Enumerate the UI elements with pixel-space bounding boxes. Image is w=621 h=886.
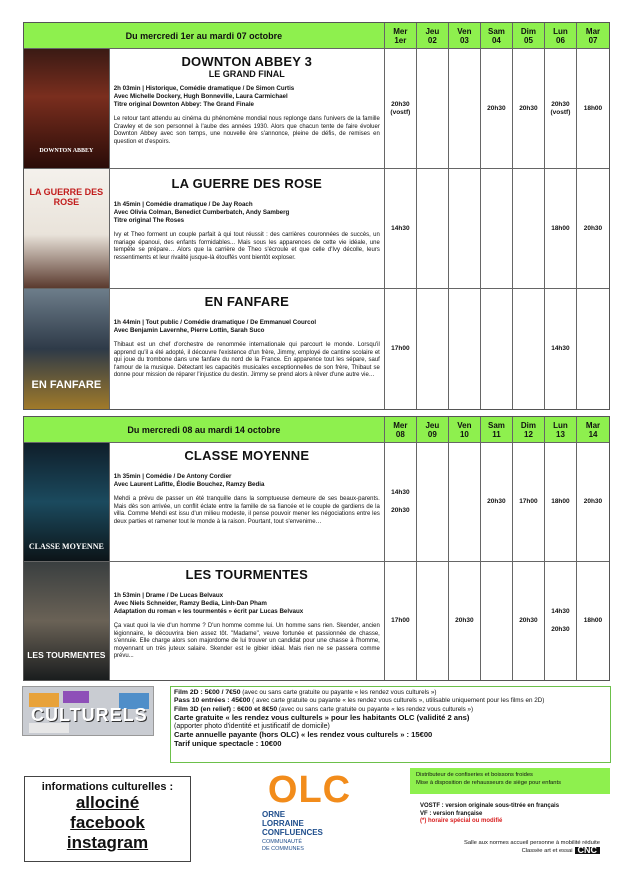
- film-synopsis: Ça vaut quoi la vie d'un homme ? D'un homme comme lui. Un homme sans rien. Skender, ancien légionnaire, le découvrira bien assez tôt. "Madame", veuve fortunée et passionnée de chasse, s'ennuie. Elle charge alors son majordome de lui trouver un candidat pour une chasse à l'homme, moyennant un très juteux salaire. Skender est le gibier idéal. Mais rien ne se passera comme prévu...: [113, 623, 380, 660]
- day-header: [481, 417, 513, 442]
- day-name: Mer: [393, 420, 408, 430]
- film-subtitle: LE GRAND FINAL: [208, 69, 285, 79]
- film-meta-line: 1h 35min | Comédie / De Antony Cordier: [113, 473, 232, 480]
- showtime: 18h00: [551, 498, 570, 505]
- day-name: Sam: [487, 420, 505, 430]
- showtime-cell: [577, 49, 609, 168]
- showtime-cell: [481, 562, 513, 680]
- day-header: [449, 417, 481, 442]
- showtime: 14h30: [391, 489, 410, 496]
- film-synopsis: Ivy et Theo forment un couple parfait à qui tout réussit : des carrières couronnées de succès, un mariage épanoui, des enfants formidables... Mais sous les apparences de cette vie idéale, une tempête se prépare… Alors que la carrière de Theo s'écroule et que celle d'Ivy décolle, leurs ressentiments et leur rivalité jusque-là étouffés vont bientôt exploser.: [113, 232, 380, 261]
- showtime-cell: [385, 289, 417, 409]
- day-name: Lun: [553, 26, 568, 36]
- day-number: 07: [588, 35, 598, 45]
- olc-name-line: LORRAINE: [262, 819, 304, 828]
- showtime-cell: [481, 443, 513, 561]
- poster-title: CLASSE MOYENNE: [28, 542, 104, 551]
- logo-text: CULTURELS: [31, 705, 148, 725]
- showtime-cell: [385, 169, 417, 288]
- day-name: Ven: [457, 26, 472, 36]
- film-row: [24, 49, 609, 169]
- film-meta-line: Avec Michelle Dockery, Hugh Bonneville, Laura Carmichael: [113, 93, 288, 100]
- tarif-bold: Pass 10 entrées : 45€00: [174, 697, 251, 705]
- showtime: 20h30: [487, 498, 506, 505]
- accessibility-note: Salle aux normes accueil personne à mobilité réduite: [464, 840, 600, 846]
- tarif-bold: Tarif unique spectacle : 10€00: [174, 739, 282, 749]
- day-name: Mar: [585, 26, 601, 36]
- confiseries-line: Distributeur de confiseries et boissons froides: [416, 772, 533, 778]
- day-header: [513, 23, 545, 48]
- showtime-cell: [545, 289, 577, 409]
- tarif-line: [174, 740, 607, 749]
- day-header: [513, 417, 545, 442]
- day-number: 10: [459, 429, 469, 439]
- poster-title: LES TOURMENTES: [27, 650, 106, 660]
- showtime-cell: [449, 289, 481, 409]
- film-row: [24, 169, 609, 289]
- allocine-link[interactable]: allociné: [75, 793, 140, 812]
- day-name: Mer: [393, 26, 408, 36]
- showtime: 20h30: [583, 224, 603, 232]
- day-header: [417, 417, 449, 442]
- showtime-cell: [417, 169, 449, 288]
- film-info: [110, 562, 385, 680]
- film-synopsis: Thibaut est un chef d'orchestre de renommée internationale qui parcourt le monde. Lorsqu'il apprend qu'il a été adopté, il découvre l'existence d'un frère, Jimmy, employé de cantine scolaire et qui joue du trombone dans une fanfare du nord de la France. En apparence tout les sépare, sauf l'amour de la musique. Détectant les capacités musicales exceptionnelles de son frère, Thibaut se donne pour mission de réparer l'injustice du destin. Jimmy se prend alors à rêver d'une autre vie…: [113, 342, 380, 379]
- facebook-link[interactable]: facebook: [70, 813, 145, 832]
- film-poster: [24, 562, 110, 680]
- film-title: LES TOURMENTES: [185, 567, 309, 582]
- poster-title: DOWNTON ABBEY: [39, 148, 94, 154]
- film-title: DOWNTON ABBEY 3: [181, 54, 313, 69]
- day-header: [385, 23, 417, 48]
- day-name: Sam: [487, 26, 505, 36]
- showtime: (vostf): [550, 108, 571, 116]
- tarif-note: (avec ou sans carte gratuite ou payante « les rendez vous culturels »): [277, 705, 474, 713]
- showtime: 20h30: [519, 617, 538, 624]
- showtime: 17h00: [391, 617, 410, 624]
- film-info: [110, 443, 385, 561]
- day-name: Dim: [520, 420, 537, 430]
- week-2-schedule: [23, 416, 610, 681]
- showtime: 14h30: [551, 345, 570, 352]
- tarif-note: (avec ou sans carte gratuite ou payante « les rendez vous culturels »): [240, 689, 437, 696]
- film-row: [24, 562, 609, 680]
- info-culturelles-title: informations culturelles :: [41, 781, 174, 793]
- showtime: 14h30: [551, 608, 570, 615]
- showtime-cell: [417, 289, 449, 409]
- showtime: 20h30: [391, 507, 410, 514]
- film-meta-line: Avec Olivia Colman, Benedict Cumberbatch, Andy Samberg: [113, 209, 290, 216]
- showtime-cell: [513, 169, 545, 288]
- film-poster: [24, 49, 110, 168]
- showtime-cell: [449, 169, 481, 288]
- showtime: (vostf): [390, 108, 411, 116]
- day-number: 04: [491, 35, 501, 45]
- showtime-cell: [417, 443, 449, 561]
- day-name: Jeu: [425, 420, 440, 430]
- film-synopsis: Le retour tant attendu au cinéma du phénomène mondial nous replonge dans l'univers de la famille Crawley et de son personnel à l'aube des années 1930. Alors que chacun tente de faire évoluer Downton Abbey avec son temps, une nouvelle ère s'annonce, pleine de défis, de remises en question et d'espoirs.: [113, 116, 380, 145]
- legend-vostf: VOSTF : version originale sous-titrée en français: [420, 803, 560, 809]
- film-poster: [24, 443, 110, 561]
- film-row: [24, 289, 609, 409]
- day-header: [385, 417, 417, 442]
- showtime: 18h00: [583, 617, 603, 624]
- day-number: 05: [524, 35, 533, 45]
- showtime: 14h30: [391, 224, 410, 232]
- legend-special: (*) horaire spécial ou modifié: [420, 818, 503, 824]
- film-meta-line: 1h 44min | Tout public / Comédie dramatique / De Emmanuel Courcol: [113, 319, 317, 326]
- showtime-cell: [513, 49, 545, 168]
- showtime-cell: [481, 169, 513, 288]
- film-title: EN FANFARE: [204, 294, 289, 309]
- day-number: 1er: [394, 35, 407, 45]
- showtime-cell: [481, 49, 513, 168]
- showtime-cell: [481, 289, 513, 409]
- footer: [400, 840, 600, 855]
- day-name: Jeu: [425, 26, 440, 36]
- film-poster: [24, 169, 110, 288]
- showtime: 20h30: [551, 100, 570, 108]
- week-range: Du mercredi 1er au mardi 07 octobre: [24, 23, 385, 48]
- week-header: [24, 23, 609, 49]
- legend: [420, 803, 608, 826]
- info-culturelles-box: [24, 776, 191, 862]
- tarif-bold: Carte gratuite « les rendez vous culturels » pour les habitants OLC (validité 2 ans): [174, 713, 470, 723]
- showtime: 17h00: [391, 345, 410, 352]
- olc-logo: [262, 770, 357, 860]
- showtime: 18h00: [551, 224, 570, 232]
- rendez-vous-culturels-logo: [22, 686, 154, 736]
- confiseries-line: Mise à disposition de rehausseurs de siège pour enfants: [416, 779, 562, 786]
- film-info: [110, 289, 385, 409]
- film-meta: [114, 319, 380, 335]
- week-range: Du mercredi 08 au mardi 14 octobre: [24, 417, 385, 442]
- film-meta-line: Adaptation du roman « les tourmentés » écrit par Lucas Belvaux: [113, 608, 304, 615]
- film-row: [24, 443, 609, 562]
- film-meta: [114, 85, 380, 109]
- confiseries-box: [410, 768, 610, 794]
- showtime-cell: [385, 443, 417, 561]
- showtime-cell: [545, 49, 577, 168]
- tarif-line: [174, 697, 607, 705]
- film-meta: [114, 592, 380, 616]
- showtime: 20h30: [519, 104, 538, 112]
- showtime: 20h30: [455, 617, 474, 624]
- day-header: [545, 23, 577, 48]
- tarif-bold: Film 3D (en relief) : 6€00 et 8€50: [174, 705, 278, 713]
- showtime-cell: [577, 169, 609, 288]
- tarif-note: (apporter photo d'identité et justificatif de domicile): [174, 722, 330, 730]
- poster-title: LA GUERRE DES ROSE: [29, 187, 104, 207]
- showtime-cell: [545, 562, 577, 680]
- showtime-cell: [449, 562, 481, 680]
- day-header: [481, 23, 513, 48]
- art-essai-label: Classée art et essai: [521, 848, 573, 855]
- film-meta-line: Titre original Downton Abbey: The Grand Finale: [113, 101, 254, 108]
- showtime: 18h00: [583, 104, 603, 112]
- day-number: 09: [427, 429, 437, 439]
- day-name: Ven: [457, 420, 472, 430]
- tarif-bold: Carte annuelle payante (hors OLC) « les rendez vous culturels » : 15€00: [174, 730, 433, 740]
- showtime: 17h00: [519, 498, 538, 505]
- day-number: 02: [427, 35, 437, 45]
- tarifs-section: [22, 686, 611, 763]
- showtime-cell: [545, 443, 577, 561]
- olc-name-line: CONFLUENCES: [262, 828, 323, 837]
- day-number: 11: [492, 429, 501, 439]
- tarif-line: [174, 714, 607, 722]
- legend-vf: VF : version française: [420, 810, 483, 817]
- film-meta-line: Avec Niels Schneider, Ramzy Bedia, Linh-Dan Pham: [113, 600, 267, 607]
- film-info: [110, 169, 385, 288]
- showtime-cell: [577, 562, 609, 680]
- day-number: 12: [524, 429, 533, 439]
- art-essai-line: [400, 847, 600, 855]
- olc-name-line: ORNE: [262, 810, 286, 819]
- film-meta-line: Avec Benjamin Lavernhe, Pierre Lottin, Sarah Suco: [113, 327, 265, 334]
- film-meta-line: Avec Laurent Lafitte, Élodie Bouchez, Ramzy Bedia: [113, 481, 265, 488]
- film-info: [110, 49, 385, 168]
- tarif-bold: Film 2D : 5€00 / 7€50: [174, 689, 241, 696]
- olc-acronym: OLC: [267, 769, 352, 811]
- showtime-cell: [417, 562, 449, 680]
- day-number: 06: [556, 35, 565, 45]
- day-number: 03: [459, 35, 469, 45]
- showtime-cell: [513, 289, 545, 409]
- film-synopsis: Mehdi a prévu de passer un été tranquille dans la somptueuse demeure de ses beaux-parents. Mais dès son arrivée, un conflit éclate entre la famille de sa fiancée et le couple de gardiens de la villa. Comme Mehdi est issu d'un milieu modeste, il pense pouvoir mener les négociations entre les deux parties et ramener tout le monde à la raison. Pourtant, tout s'envenime…: [113, 496, 380, 525]
- showtime-cell: [577, 443, 609, 561]
- film-meta: [114, 201, 380, 225]
- week-1-schedule: [23, 22, 610, 410]
- day-number: 13: [556, 429, 565, 439]
- film-meta: [114, 473, 380, 489]
- showtime-cell: [449, 443, 481, 561]
- day-number: 14: [588, 429, 598, 439]
- day-header: [417, 23, 449, 48]
- showtime-cell: [385, 49, 417, 168]
- film-meta-line: 1h 45min | Comédie dramatique / De Jay Roach: [113, 201, 253, 208]
- film-meta-line: 2h 03min | Historique, Comédie dramatique / De Simon Curtis: [113, 85, 295, 92]
- showtime: 20h30: [391, 100, 410, 108]
- cnc-logo: CNC: [575, 847, 601, 854]
- showtime: 20h30: [487, 104, 506, 112]
- day-header: [577, 23, 609, 48]
- tarifs-box: [170, 686, 611, 763]
- showtime: 20h30: [551, 626, 570, 633]
- showtime-cell: [385, 562, 417, 680]
- day-header: [545, 417, 577, 442]
- day-name: Dim: [520, 26, 537, 36]
- film-title: LA GUERRE DES ROSE: [171, 176, 323, 191]
- showtime-cell: [449, 49, 481, 168]
- instagram-link[interactable]: instagram: [66, 833, 149, 852]
- showtime-cell: [417, 49, 449, 168]
- showtime-cell: [577, 289, 609, 409]
- week-header: [24, 417, 609, 443]
- poster-title: EN FANFARE: [31, 379, 102, 391]
- olc-sub-line: DE COMMUNES: [262, 845, 304, 852]
- day-number: 08: [395, 429, 405, 439]
- showtime-cell: [545, 169, 577, 288]
- day-header: [577, 417, 609, 442]
- day-name: Mar: [585, 420, 601, 430]
- showtime-cell: [513, 562, 545, 680]
- film-meta-line: Titre original The Roses: [113, 217, 185, 224]
- film-title: CLASSE MOYENNE: [184, 448, 310, 463]
- showtime-cell: [513, 443, 545, 561]
- olc-sub-line: COMMUNAUTÉ: [262, 839, 303, 845]
- film-poster: [24, 289, 110, 409]
- day-header: [449, 23, 481, 48]
- showtime: 20h30: [583, 498, 603, 505]
- tarif-line: [174, 689, 607, 697]
- tarif-note: ( avec carte gratuite ou payante « les rendez vous culturels », utilisable uniquement pour les films en 2D): [250, 697, 545, 705]
- day-name: Lun: [553, 420, 568, 430]
- film-meta-line: 1h 53min | Drame / De Lucas Belvaux: [113, 592, 224, 599]
